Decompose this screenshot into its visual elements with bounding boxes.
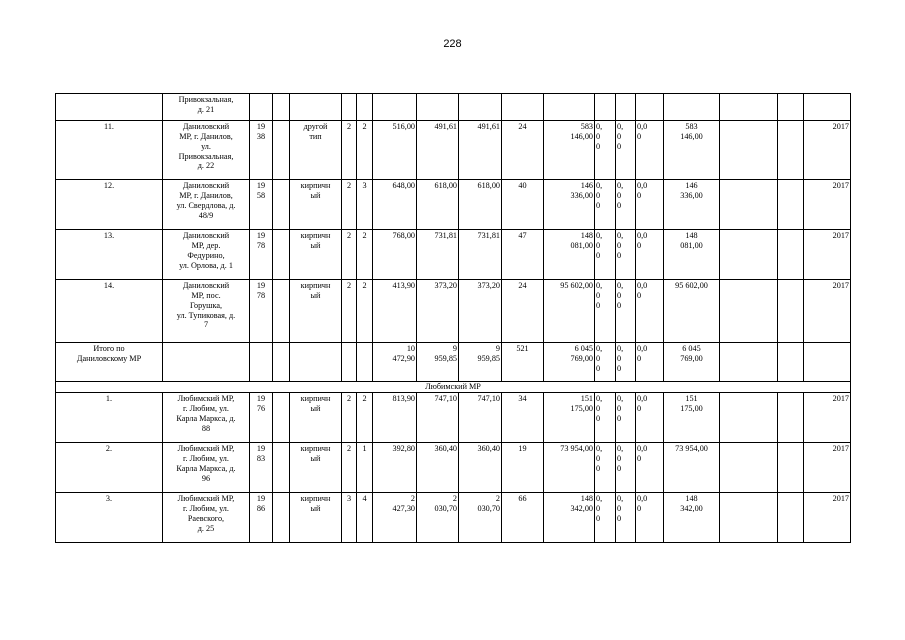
- cell-area-living: 373,20: [417, 280, 459, 343]
- cell-address: Даниловский МР, пос. Горушка, ул. Тупиковая, д. 7: [163, 280, 250, 343]
- cell-year-planned: 2017: [804, 493, 851, 543]
- cell-wall: кирпичн ый: [290, 230, 342, 280]
- cell-extra-1: [720, 180, 778, 230]
- cell-year: 19 58: [250, 180, 273, 230]
- cell-year-planned: 2017: [804, 280, 851, 343]
- cell-fund-3: 0,0 0: [636, 230, 664, 280]
- cell-area-residential: 2 030,70: [459, 493, 502, 543]
- total-row: [56, 343, 851, 382]
- cell-floors: [342, 94, 357, 121]
- cell-extra-1: [720, 230, 778, 280]
- cell-blank: [720, 343, 778, 382]
- cell-extra-2: [778, 94, 804, 121]
- cell-blank: [342, 343, 357, 382]
- cell-num: 13.: [56, 230, 163, 280]
- cell-num: [56, 94, 163, 121]
- cell-extra-2: [778, 443, 804, 493]
- cell-extra-1: [720, 443, 778, 493]
- table-row-continued: [56, 94, 851, 121]
- total-area-residential: 9 959,85: [459, 343, 502, 382]
- section-title: Любимский МР: [56, 382, 851, 393]
- cell-num: 1.: [56, 393, 163, 443]
- cell-fund-1: 0, 0 0: [595, 280, 616, 343]
- cell-fund-1: 0, 0 0: [595, 230, 616, 280]
- cell-fund-4: 95 602,00: [664, 280, 720, 343]
- cell-fund-2: 0, 0 0: [616, 121, 636, 180]
- cell-fund-1: 0, 0 0: [595, 180, 616, 230]
- cell-area-total: [373, 94, 417, 121]
- cell-cost: 148 342,00: [544, 493, 595, 543]
- cell-fund-4: 73 954,00: [664, 443, 720, 493]
- cell-num: 11.: [56, 121, 163, 180]
- cell-blank: [273, 230, 290, 280]
- cell-area-living: 747,10: [417, 393, 459, 443]
- cell-area-living: 731,81: [417, 230, 459, 280]
- cell-area-living: [417, 94, 459, 121]
- cell-fund-1: 0, 0 0: [595, 121, 616, 180]
- cell-blank: [273, 493, 290, 543]
- cell-address: Даниловский МР, г. Данилов, ул. Свердлова, д. 48/9: [163, 180, 250, 230]
- cell-floors: 2: [342, 393, 357, 443]
- cell-cost: 151 175,00: [544, 393, 595, 443]
- cell-residents: 24: [502, 280, 544, 343]
- cell-fund-1: 0, 0 0: [595, 443, 616, 493]
- cell-year: [250, 94, 273, 121]
- total-cost: 6 045 769,00: [544, 343, 595, 382]
- cell-extra-2: [778, 230, 804, 280]
- cell-area-residential: 373,20: [459, 280, 502, 343]
- cell-area-residential: 731,81: [459, 230, 502, 280]
- cell-extra-2: [778, 180, 804, 230]
- cell-num: 14.: [56, 280, 163, 343]
- cell-floors: 2: [342, 121, 357, 180]
- cell-residents: 66: [502, 493, 544, 543]
- cell-blank: [290, 343, 342, 382]
- cell-cost: 73 954,00: [544, 443, 595, 493]
- cell-year: 19 38: [250, 121, 273, 180]
- cell-entrances: [357, 94, 373, 121]
- cell-area-residential: 747,10: [459, 393, 502, 443]
- cell-area-total: 516,00: [373, 121, 417, 180]
- cell-wall: другой тип: [290, 121, 342, 180]
- cell-floors: 2: [342, 280, 357, 343]
- cell-extra-2: [778, 121, 804, 180]
- cell-extra-2: [778, 393, 804, 443]
- cell-residents: [502, 94, 544, 121]
- cell-blank: [273, 393, 290, 443]
- cell-entrances: 2: [357, 230, 373, 280]
- table-row: [56, 443, 851, 493]
- cell-area-total: 413,90: [373, 280, 417, 343]
- cell-area-residential: 618,00: [459, 180, 502, 230]
- cell-area-total: 648,00: [373, 180, 417, 230]
- cell-fund-1: 0, 0 0: [595, 393, 616, 443]
- cell-wall: кирпичн ый: [290, 393, 342, 443]
- cell-blank: [273, 180, 290, 230]
- table-row: [56, 280, 851, 343]
- cell-entrances: 3: [357, 180, 373, 230]
- cell-address: Даниловский МР, г. Данилов, ул. Привокзальная, д. 22: [163, 121, 250, 180]
- cell-floors: 2: [342, 180, 357, 230]
- cell-wall: [290, 94, 342, 121]
- cell-area-residential: 491,61: [459, 121, 502, 180]
- cell-cost: [544, 94, 595, 121]
- cell-fund-3: 0,0 0: [636, 393, 664, 443]
- cell-blank: [273, 280, 290, 343]
- cell-fund-3: 0,0 0: [636, 180, 664, 230]
- cell-fund-2: 0, 0 0: [616, 493, 636, 543]
- cell-blank: [250, 343, 273, 382]
- cell-num: 12.: [56, 180, 163, 230]
- total-fund-1: 0, 0 0: [595, 343, 616, 382]
- cell-fund-4: 151 175,00: [664, 393, 720, 443]
- total-fund-2: 0, 0 0: [616, 343, 636, 382]
- cell-entrances: 4: [357, 493, 373, 543]
- page-number: 228: [443, 38, 462, 50]
- cell-fund-4: 148 342,00: [664, 493, 720, 543]
- table-row: [56, 180, 851, 230]
- cell-area-living: 491,61: [417, 121, 459, 180]
- cell-wall: кирпичн ый: [290, 443, 342, 493]
- cell-fund-3: [636, 94, 664, 121]
- cell-fund-2: 0, 0 0: [616, 280, 636, 343]
- cell-entrances: 2: [357, 121, 373, 180]
- cell-fund-1: [595, 94, 616, 121]
- cell-address: Любимский МР, г. Любим, ул. Раевского, д. 25: [163, 493, 250, 543]
- cell-area-residential: 360,40: [459, 443, 502, 493]
- table-row: [56, 393, 851, 443]
- cell-num: 2.: [56, 443, 163, 493]
- cell-extra-1: [720, 393, 778, 443]
- cell-extra-1: [720, 94, 778, 121]
- cell-blank: [273, 443, 290, 493]
- cell-fund-2: 0, 0 0: [616, 230, 636, 280]
- cell-extra-1: [720, 280, 778, 343]
- cell-blank: [163, 343, 250, 382]
- cell-area-total: 2 427,30: [373, 493, 417, 543]
- cell-fund-3: 0,0 0: [636, 443, 664, 493]
- cell-address: Даниловский МР, дер. Федурино, ул. Орлова, д. 1: [163, 230, 250, 280]
- cell-cost: 148 081,00: [544, 230, 595, 280]
- cell-residents: 19: [502, 443, 544, 493]
- cell-area-total: 768,00: [373, 230, 417, 280]
- cell-blank: [357, 343, 373, 382]
- cell-wall: кирпичн ый: [290, 180, 342, 230]
- cell-address: Любимский МР, г. Любим, ул. Карла Маркса, д. 88: [163, 393, 250, 443]
- cell-fund-4: [664, 94, 720, 121]
- cell-fund-2: 0, 0 0: [616, 180, 636, 230]
- cell-year-planned: 2017: [804, 393, 851, 443]
- cell-fund-3: 0,0 0: [636, 121, 664, 180]
- cell-blank: [778, 343, 804, 382]
- cell-area-living: 2 030,70: [417, 493, 459, 543]
- total-fund-4: 6 045 769,00: [664, 343, 720, 382]
- cell-residents: 40: [502, 180, 544, 230]
- total-area-total: 10 472,90: [373, 343, 417, 382]
- cell-address: Привокзальная, д. 21: [163, 94, 250, 121]
- cell-fund-2: 0, 0 0: [616, 393, 636, 443]
- cell-year-planned: 2017: [804, 121, 851, 180]
- total-area-living: 9 959,85: [417, 343, 459, 382]
- cell-year: 19 78: [250, 280, 273, 343]
- cell-fund-4: 583 146,00: [664, 121, 720, 180]
- cell-floors: 2: [342, 230, 357, 280]
- cell-extra-2: [778, 280, 804, 343]
- cell-year-planned: [804, 94, 851, 121]
- cell-num: 3.: [56, 493, 163, 543]
- cell-blank: [804, 343, 851, 382]
- cell-extra-1: [720, 493, 778, 543]
- total-fund-3: 0,0 0: [636, 343, 664, 382]
- cell-fund-3: 0,0 0: [636, 280, 664, 343]
- cell-floors: 2: [342, 443, 357, 493]
- cell-blank: [273, 94, 290, 121]
- total-residents: 521: [502, 343, 544, 382]
- cell-fund-4: 146 336,00: [664, 180, 720, 230]
- cell-floors: 3: [342, 493, 357, 543]
- cell-wall: кирпичн ый: [290, 493, 342, 543]
- cell-cost: 95 602,00: [544, 280, 595, 343]
- cell-area-total: 813,90: [373, 393, 417, 443]
- cell-cost: 146 336,00: [544, 180, 595, 230]
- cell-year: 19 78: [250, 230, 273, 280]
- cell-area-residential: [459, 94, 502, 121]
- total-label: Итого по Даниловскому МР: [56, 343, 163, 382]
- cell-year-planned: 2017: [804, 230, 851, 280]
- cell-entrances: 2: [357, 393, 373, 443]
- cell-area-total: 392,80: [373, 443, 417, 493]
- cell-area-living: 360,40: [417, 443, 459, 493]
- cell-year-planned: 2017: [804, 180, 851, 230]
- cell-residents: 24: [502, 121, 544, 180]
- cell-fund-2: [616, 94, 636, 121]
- cell-wall: кирпичн ый: [290, 280, 342, 343]
- table-row: [56, 493, 851, 543]
- table-row: [56, 230, 851, 280]
- cell-year: 19 76: [250, 393, 273, 443]
- cell-residents: 47: [502, 230, 544, 280]
- cell-year: 19 83: [250, 443, 273, 493]
- cell-year: 19 86: [250, 493, 273, 543]
- cell-cost: 583 146,00: [544, 121, 595, 180]
- cell-entrances: 2: [357, 280, 373, 343]
- cell-extra-1: [720, 121, 778, 180]
- cell-blank: [273, 343, 290, 382]
- cell-blank: [273, 121, 290, 180]
- cell-extra-2: [778, 493, 804, 543]
- cell-address: Любимский МР, г. Любим, ул. Карла Маркса, д. 96: [163, 443, 250, 493]
- housing-register-table: [55, 93, 851, 543]
- cell-fund-3: 0,0 0: [636, 493, 664, 543]
- cell-year-planned: 2017: [804, 443, 851, 493]
- table-row: [56, 121, 851, 180]
- section-header-row: [56, 382, 851, 393]
- cell-fund-1: 0, 0 0: [595, 493, 616, 543]
- cell-fund-4: 148 081,00: [664, 230, 720, 280]
- cell-entrances: 1: [357, 443, 373, 493]
- cell-fund-2: 0, 0 0: [616, 443, 636, 493]
- cell-residents: 34: [502, 393, 544, 443]
- cell-area-living: 618,00: [417, 180, 459, 230]
